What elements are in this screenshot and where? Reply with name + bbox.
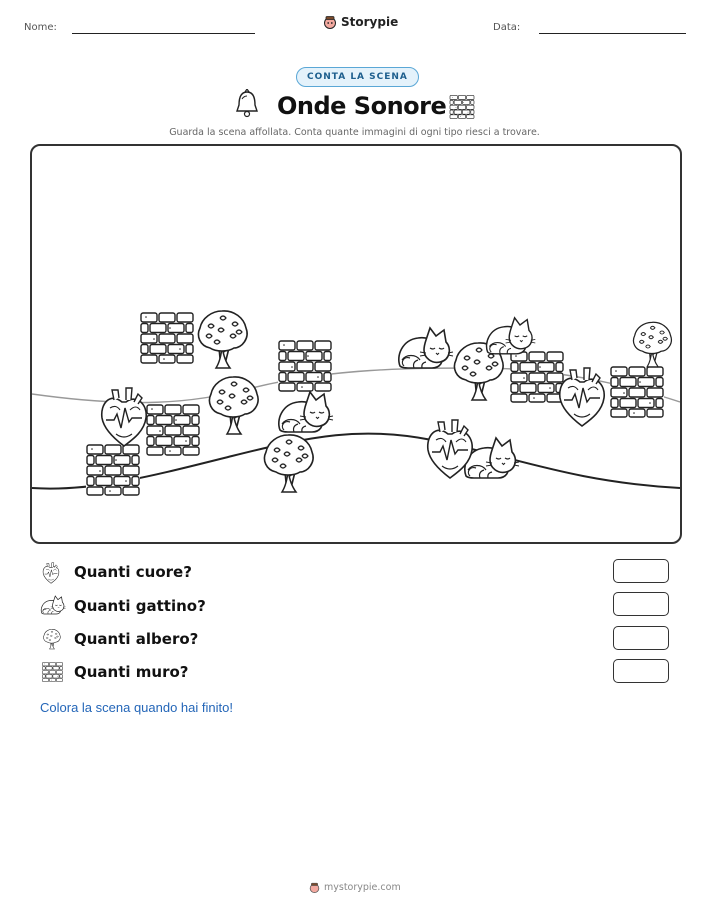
coloring-note: Colora la scena quando hai finito! xyxy=(40,700,233,715)
date-label: Data: xyxy=(493,22,521,33)
name-line[interactable] xyxy=(72,33,255,34)
wall-1 xyxy=(140,312,194,364)
wall-icon xyxy=(42,662,63,686)
page-title: Onde Sonore xyxy=(277,92,447,120)
kitten-1 xyxy=(399,328,453,368)
tree-icon xyxy=(42,628,62,654)
question-walls: Quanti muro? xyxy=(74,663,189,681)
answer-box-trees[interactable] xyxy=(613,626,669,650)
heart-icon xyxy=(41,562,61,588)
activity-badge: CONTA LA SCENA xyxy=(296,67,419,87)
question-trees: Quanti albero? xyxy=(74,630,199,648)
tree-3 xyxy=(264,435,313,492)
answer-box-kittens[interactable] xyxy=(613,592,669,616)
wall-title-icon xyxy=(449,95,475,123)
question-kittens: Quanti gattino? xyxy=(74,597,206,615)
brand-logo xyxy=(323,15,398,29)
wall-5 xyxy=(510,351,564,403)
tree-2 xyxy=(209,377,258,434)
answer-box-hearts[interactable] xyxy=(613,559,669,583)
brand-name: Storypie xyxy=(341,15,399,29)
tree-5 xyxy=(633,322,671,367)
wall-3 xyxy=(146,404,200,456)
footer-brand xyxy=(309,882,401,893)
heart-1 xyxy=(102,388,146,446)
instructions: Guarda la scena affollata. Conta quante immagini di ogni tipo riesci a trovare. xyxy=(169,127,540,138)
counting-scene xyxy=(30,144,682,544)
name-label: Nome: xyxy=(24,22,57,33)
kitten-icon xyxy=(40,595,66,619)
kitten-3 xyxy=(279,392,333,432)
wall-2 xyxy=(278,340,332,392)
storypie-footer-icon xyxy=(309,882,320,893)
kitten-2 xyxy=(487,318,536,354)
bell-icon xyxy=(234,89,260,123)
tree-1 xyxy=(198,311,247,368)
storypie-mascot-icon xyxy=(323,15,337,29)
footer-url[interactable]: mystorypie.com xyxy=(324,882,401,893)
wall-4 xyxy=(86,444,140,496)
question-hearts: Quanti cuore? xyxy=(74,563,192,581)
answer-box-walls[interactable] xyxy=(613,659,669,683)
heart-2 xyxy=(560,368,604,426)
wall-6 xyxy=(610,366,664,418)
date-line[interactable] xyxy=(539,33,686,34)
